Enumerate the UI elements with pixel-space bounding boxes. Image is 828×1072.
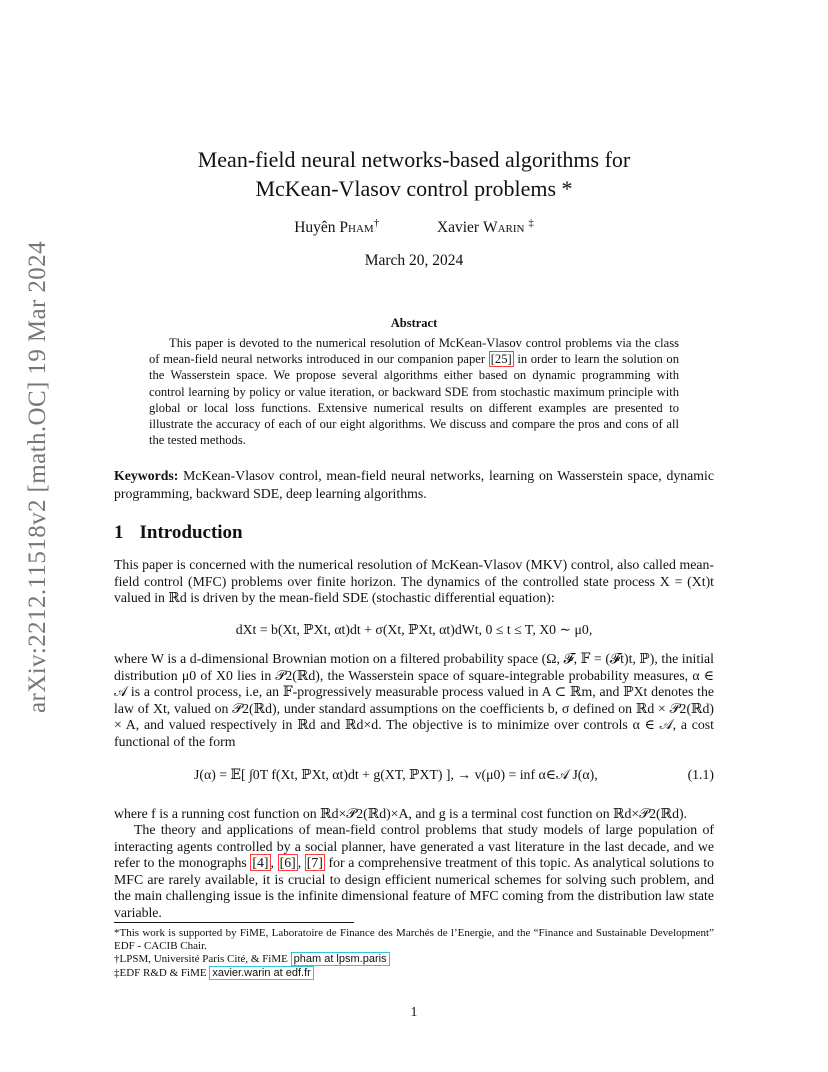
title-line-1: Mean-field neural networks-based algorithms for [197,147,631,172]
citation-link-6[interactable]: [6] [279,855,296,871]
email-link-warin[interactable]: xavier.warin at edf.fr [209,966,313,980]
arxiv-identifier-text: arXiv:2212.11518v2 [math.OC] 19 Mar 2024 [24,241,51,713]
abstract-heading: Abstract [390,316,438,330]
equation-sde: dXt = b(Xt, ℙXt, αt)dt + σ(Xt, ℙXt, αt)dWt, 0 ≤ t ≤ T, X0 ∼ μ0, [235,622,593,637]
intro-p4-text-1: The theory and applications of mean-field control problems that study models of large population of interacting agents controlled by a social planner, have generated a vast literature in the last decade, and we refer to the monographs [114,822,714,871]
author-2 [436,216,534,236]
intro-paragraph-3: where f is a running cost function on ℝd×𝒫2(ℝd)×A, and g is a terminal cost function on ℝd×𝒫2(ℝd). [114,806,688,821]
paper-date: March 20, 2024 [364,252,464,269]
section-number: 1 [114,522,124,543]
equation-cost-text: J(α) = 𝔼[ ∫0T f(Xt, ℙXt, αt)dt + g(XT, ℙXT) ], → v(μ0) = inf α∈𝒜 J(α), [194,767,598,782]
author-1-last: Pham [339,219,374,236]
equation-number: (1.1) [687,767,714,782]
arxiv-identifier-stamp [24,241,52,713]
citation-link-25[interactable]: [25] [490,352,512,367]
section-title: Introduction [139,522,243,543]
author-list [114,216,714,237]
footnote-author-1 [114,953,714,966]
footnote-2-text: †LPSM, Université Paris Cité, & FiME [114,953,291,965]
title-line-2: McKean-Vlasov control problems * [255,176,573,201]
paper-title [114,145,714,203]
keywords-text: McKean-Vlasov control, mean-field neural networks, learning on Wasserstein space, dynamic programming, backward SDE, deep learning algorithms. [114,468,714,501]
section-heading-introduction [114,522,243,544]
keywords [114,467,714,503]
intro-paragraph-4: The theory and applications of mean-field control problems that study models of large population of interacting agents controlled by a social planner, have generated a vast literature in the last decade, and we refer to the monographs [4] , [6] , [7] for a comprehensive treatment of this topic. As analytical solutions to MFC are rarely available, it is crucial to design efficient numerical schemes for solving such problem, and the main challenging issue is the infinite dimensional feature of MFC coming from the distribution law state variable. [114,822,714,920]
intro-paragraph-1: This paper is concerned with the numerical resolution of McKean-Vlasov (MKV) control, also called mean-field control (MFC) problems over finite horizon. The dynamics of the controlled state process X = (Xt)t valued in ℝd is driven by the mean-field SDE (stochastic differential equation): [114,557,714,606]
author-2-last: Warin [482,219,525,236]
footnote-3-text: ‡EDF R&D & FiME [114,967,210,979]
author-1 [294,216,383,236]
footnote-rule [114,922,354,923]
footnote-funding: *This work is supported by FiME, Laboratoire de Finance des Marchés de l’Energie, and the “Finance and Sustainable Development” EDF - CACIB Chair. [114,927,714,953]
keywords-label: Keywords: [114,468,179,483]
author-1-mark: † [373,216,380,229]
intro-p4-text-2: for a comprehensive treatment of this topic. As analytical solutions to MFC are rarely available, it is crucial to design efficient numerical schemes for solving such problem, and the main challenging issue is the infinite dimensional feature of MFC coming from the distribution law state variable. [114,855,714,920]
citation-link-4[interactable]: [4] [252,855,269,871]
author-2-mark: ‡ [528,216,534,229]
abstract-text-2: in order to learn the solution on the Wasserstein space. We propose several algorithms either based on dynamic programming with control learning by policy or value iteration, or backward SDE from stochastic maximum principle with global or local loss functions. Extensive numerical results on different examples are presented to illustrate the accuracy of each of our eight algorithms. We discuss and compare the pros and cons of all the tested methods. [149,352,679,448]
citation-link-7[interactable]: [7] [306,855,323,871]
footnote-author-2 [114,967,714,980]
author-1-first: Huyên [294,219,336,236]
intro-paragraph-2: where W is a d-dimensional Brownian motion on a filtered probability space (Ω, 𝓕, 𝔽 = (𝓕t)t, ℙ), the initial distribution μ0 of X0 lies in 𝒫2(ℝd), the Wasserstein space of square-integrable probability measures, α ∈ 𝒜 is a control process, i.e, an 𝔽-progressively measurable process valued in A ⊂ ℝm, and ℙXt denotes the law of Xt, valued on 𝒫2(ℝd), under standard assumptions on the coefficients b, σ defined on ℝd × 𝒫2(ℝd) × A, and valued respectively in ℝd and ℝd×d. The objective is to minimize over controls α ∈ 𝒜, a cost functional of the form [114,651,714,749]
email-link-pham[interactable]: pham at lpsm.paris [291,952,390,966]
abstract-body [149,335,679,448]
page-number: 1 [410,1004,418,1019]
author-2-first: Xavier [436,219,480,236]
abstract-text-1: This paper is devoted to the numerical resolution of McKean-Vlasov control problems via the class of mean-field neural networks introduced in our companion paper [149,336,679,367]
